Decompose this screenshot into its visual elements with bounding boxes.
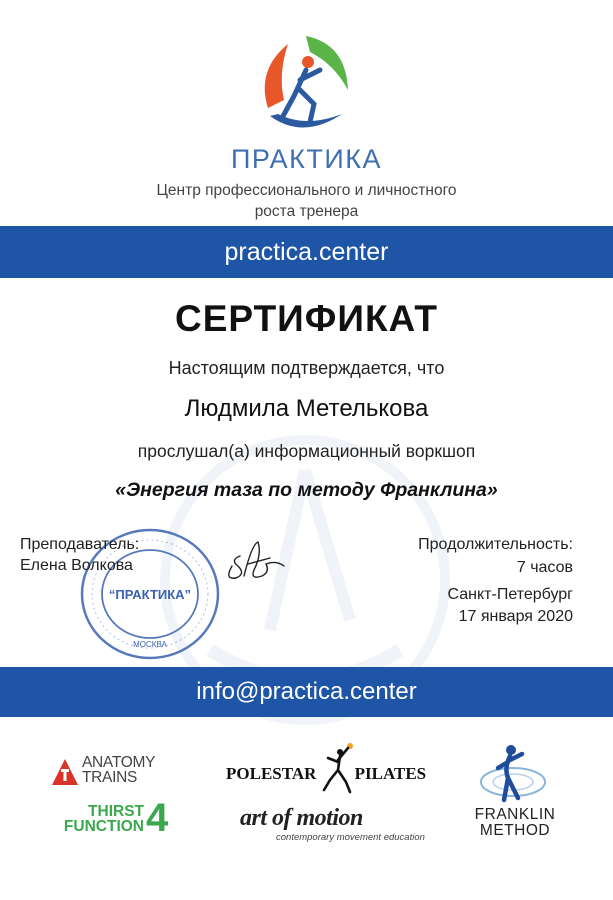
city: Санкт-Петербург: [447, 586, 573, 603]
signature: [218, 536, 288, 594]
polestar-figure-icon: [316, 738, 360, 794]
stamp-center-text: “ПРАКТИКА”: [108, 587, 192, 602]
anatomy-trains-icon: [50, 757, 80, 787]
practika-logo-icon: [248, 30, 358, 140]
teacher-name: Елена Волкова: [20, 557, 133, 574]
thirst-line2: FUNCTION: [63, 818, 144, 835]
anatomy-trains-line1: ANATOMY: [82, 754, 156, 771]
course-title: «Энергия таза по методу Франклина»: [115, 479, 498, 501]
website-banner: practica.center: [0, 226, 613, 278]
brand-subtitle-line2: роста тренера: [254, 203, 359, 220]
franklin-line2: METHOD: [479, 822, 551, 839]
duration-value: 7 часов: [516, 559, 573, 576]
polestar-pilates-logo: POLESTAR PILATES: [226, 764, 427, 783]
issue-date: 17 января 2020: [458, 608, 573, 625]
attended-text: прослушал(а) информационный воркшоп: [137, 441, 476, 461]
stamp-city: МОСКВА: [133, 640, 167, 649]
thirst-function-logo: [52, 804, 144, 834]
brand-subtitle: [0, 180, 613, 222]
certificate-title: СЕРТИФИКАТ: [174, 298, 439, 339]
duration-label: Продолжительность:: [418, 536, 573, 553]
brand-name: ПРАКТИКА: [231, 144, 382, 174]
anatomy-trains-logo: [82, 755, 155, 785]
franklin-method-icon: [478, 742, 548, 804]
thirst-function-number: 4: [146, 796, 169, 840]
recipient-name: Людмила Метелькова: [184, 395, 429, 422]
anatomy-trains-line2: TRAINS: [82, 769, 138, 786]
franklin-line1: FRANKLIN: [474, 806, 556, 823]
brand-subtitle-line1: Центр профессионального и личностного: [156, 182, 457, 199]
art-of-motion-logo: art of motion: [240, 805, 363, 831]
email-banner: info@practica.center: [0, 667, 613, 717]
thirst-line1: THIRST: [88, 803, 144, 820]
confirm-text: Настоящим подтверждается, что: [168, 358, 445, 378]
franklin-method-logo: [466, 807, 564, 839]
art-of-motion-subtitle: contemporary movement education: [276, 832, 425, 843]
teacher-label: Преподаватель:: [20, 536, 140, 553]
